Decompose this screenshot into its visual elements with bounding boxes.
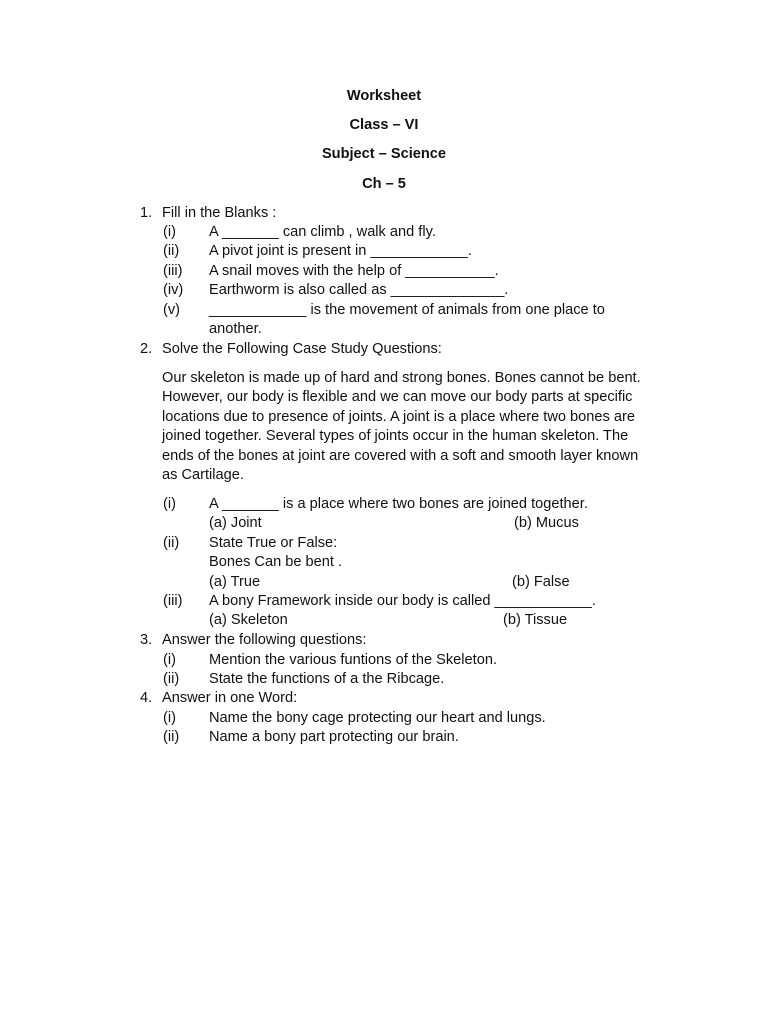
q2-option-a: (a) Skeleton [209,612,288,628]
q1-item-text: A snail moves with the help of ___________. [209,263,499,279]
q2-item-roman: (iii) [163,593,183,609]
q2-item-text: A _______ is a place where two bones are joined together. [209,496,588,512]
case-study-passage-line: Our skeleton is made up of hard and strong bones. Bones cannot be bent. [162,370,641,386]
q2-option-b: (b) Mucus [514,515,579,531]
case-study-passage-line: ends of the bones at joint are covered with a soft and smooth layer known [162,448,639,464]
q3-number: 3. [140,632,153,648]
q1-item-continuation: another. [209,321,262,337]
class-heading: Class – VI [349,117,419,133]
q2-option-a: (a) Joint [209,515,262,531]
case-study-passage-line: as Cartilage. [162,467,244,483]
q3-item-roman: (i) [163,652,176,668]
q4-number: 4. [140,690,153,706]
q1-item-roman: (iii) [163,263,183,279]
q4-item-roman: (i) [163,710,176,726]
q4-item-text: Name the bony cage protecting our heart and lungs. [209,710,546,726]
q2-item-text: State True or False: [209,535,338,551]
q2-item-statement: Bones Can be bent . [209,554,343,570]
q2-item-text: A bony Framework inside our body is called ____________. [209,593,596,609]
q4-item-roman: (ii) [163,729,180,745]
case-study-passage-line: However, our body is flexible and we can move our body parts at specific [162,389,633,405]
q1-item-text: Earthworm is also called as ______________. [209,282,509,298]
q4-text: Answer in one Word: [162,690,298,706]
q3-text: Answer the following questions: [162,632,367,648]
q2-option-b: (b) Tissue [503,612,568,628]
worksheet-title: Worksheet [346,88,422,104]
q1-item-roman: (v) [163,302,181,318]
q3-item-roman: (ii) [163,671,180,687]
q1-item-text: A _______ can climb , walk and fly. [209,224,436,240]
q2-option-a: (a) True [209,574,261,590]
subject-heading: Subject – Science [321,146,447,162]
chapter-heading: Ch – 5 [362,176,406,192]
q2-item-roman: (ii) [163,535,180,551]
q3-item-text: Mention the various funtions of the Skeleton. [209,652,497,668]
q1-item-text: ____________ is the movement of animals from one place to [209,302,605,318]
q1-text: Fill in the Blanks : [162,205,277,221]
q1-item-roman: (iv) [163,282,184,298]
case-study-passage-line: locations due to presence of joints. A joint is a place where two bones are [162,409,635,425]
q1-item-roman: (i) [163,224,176,240]
q2-item-roman: (i) [163,496,176,512]
q1-item-text: A pivot joint is present in ____________. [209,243,472,259]
q2-option-b: (b) False [512,574,570,590]
q1-number: 1. [140,205,153,221]
q1-item-roman: (ii) [163,243,180,259]
case-study-passage-line: joined together. Several types of joints occur in the human skeleton. The [162,428,629,444]
q2-number: 2. [140,341,153,357]
q4-item-text: Name a bony part protecting our brain. [209,729,459,745]
q2-text: Solve the Following Case Study Questions: [162,341,442,357]
q3-item-text: State the functions of a the Ribcage. [209,671,445,687]
